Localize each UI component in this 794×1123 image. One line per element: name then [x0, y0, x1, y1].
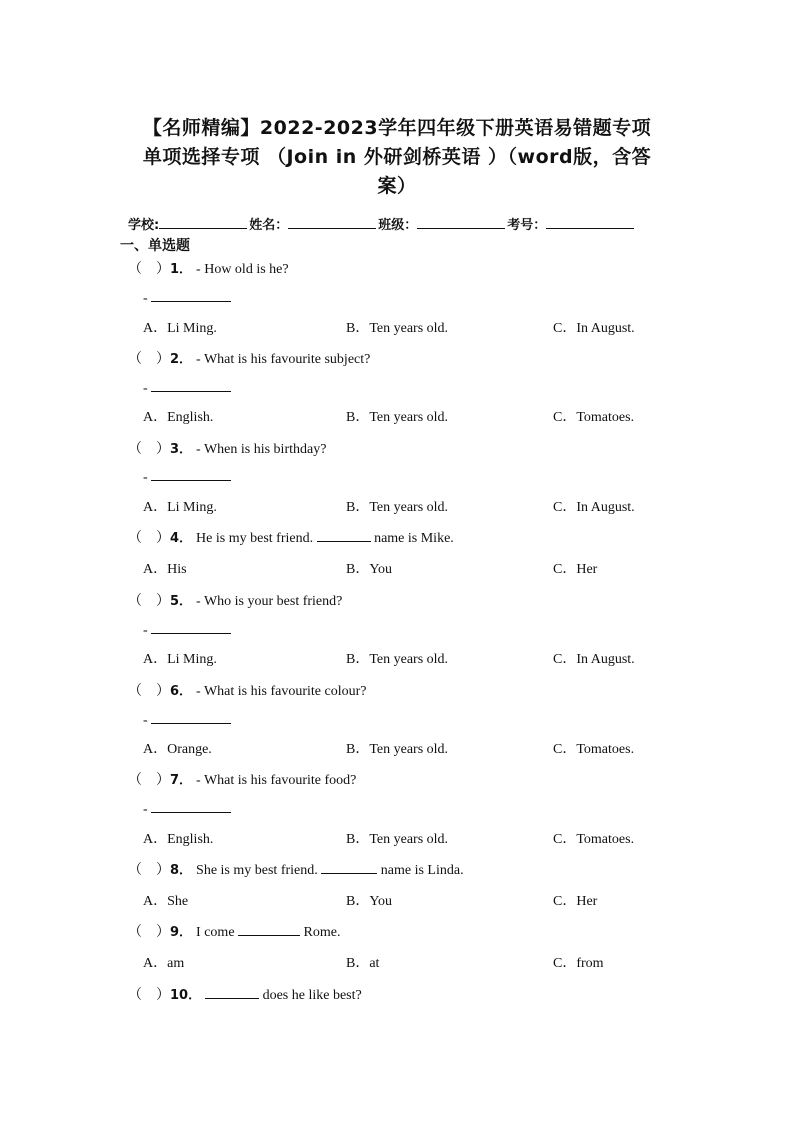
- question-text: I come: [196, 925, 235, 940]
- fill-blank[interactable]: [205, 985, 259, 999]
- exam-number-blank[interactable]: [546, 216, 634, 229]
- question-number: 7．: [170, 773, 193, 788]
- dash: -: [143, 381, 148, 396]
- question-number: 4．: [170, 531, 193, 546]
- question-text-after: Rome.: [303, 925, 341, 940]
- fill-blank[interactable]: [317, 528, 371, 542]
- answer-paren[interactable]: （ ）: [128, 531, 170, 546]
- answer-paren[interactable]: （ ）: [128, 262, 170, 277]
- answer-blank[interactable]: [151, 378, 231, 392]
- option-a[interactable]: A．His: [143, 562, 187, 577]
- answer-line: [143, 467, 231, 486]
- dash: -: [143, 470, 148, 485]
- answer-paren[interactable]: （ ）: [128, 863, 170, 878]
- answer-line: [143, 288, 231, 307]
- option-c[interactable]: C．In August.: [553, 500, 635, 515]
- name-blank[interactable]: [288, 216, 376, 229]
- question-10: [128, 984, 362, 1004]
- answer-paren[interactable]: （ ）: [128, 988, 170, 1003]
- option-b[interactable]: B．Ten years old.: [346, 652, 449, 667]
- section-heading: 一、单选题: [120, 238, 190, 254]
- student-info-row: [128, 214, 636, 233]
- question-number: 9．: [170, 925, 193, 940]
- dash: -: [143, 713, 148, 728]
- option-c[interactable]: C．In August.: [553, 321, 635, 336]
- question-number: 8．: [170, 863, 193, 878]
- name-label: 姓名：: [249, 218, 289, 233]
- question-text: - When is his birthday?: [196, 442, 327, 457]
- answer-paren[interactable]: （ ）: [128, 925, 170, 940]
- option-c[interactable]: C．from: [553, 956, 604, 971]
- question-2: [128, 348, 370, 368]
- answer-line: [143, 620, 231, 639]
- question-9: [128, 921, 340, 941]
- option-a[interactable]: A．Li Ming.: [143, 652, 217, 667]
- title-line-1: 【名师精编】2022-2023学年四年级下册英语易错题专项: [142, 117, 652, 139]
- option-b[interactable]: B．Ten years old.: [346, 321, 449, 336]
- question-text: - What is his favourite colour?: [196, 684, 367, 699]
- option-a[interactable]: A．Li Ming.: [143, 500, 217, 515]
- option-a[interactable]: A．Orange.: [143, 742, 212, 757]
- fill-blank[interactable]: [238, 922, 300, 936]
- dash: -: [143, 623, 148, 638]
- option-b[interactable]: B．Ten years old.: [346, 832, 449, 847]
- option-a[interactable]: A．Li Ming.: [143, 321, 217, 336]
- answer-paren[interactable]: （ ）: [128, 352, 170, 367]
- question-number: 3．: [170, 442, 193, 457]
- dash: -: [143, 802, 148, 817]
- class-blank[interactable]: [417, 216, 505, 229]
- question-number: 5．: [170, 594, 193, 609]
- option-c[interactable]: C．Tomatoes.: [553, 410, 635, 425]
- document-title: [110, 114, 684, 201]
- question-3: [128, 438, 326, 458]
- title-line-3: 案）: [377, 175, 417, 197]
- question-number: 2．: [170, 352, 193, 367]
- answer-blank[interactable]: [151, 288, 231, 302]
- school-label: 学校:: [128, 218, 160, 233]
- option-a[interactable]: A．am: [143, 956, 185, 971]
- answer-blank[interactable]: [151, 710, 231, 724]
- answer-paren[interactable]: （ ）: [128, 684, 170, 699]
- question-text: He is my best friend.: [196, 531, 314, 546]
- answer-paren[interactable]: （ ）: [128, 442, 170, 457]
- question-text: - Who is your best friend?: [196, 594, 343, 609]
- option-c[interactable]: C．Her: [553, 894, 598, 909]
- question-4: [128, 527, 454, 547]
- answer-blank[interactable]: [151, 620, 231, 634]
- question-text: - What is his favourite food?: [196, 773, 357, 788]
- option-b[interactable]: B．You: [346, 562, 393, 577]
- question-text-after: name is Mike.: [374, 531, 454, 546]
- option-b[interactable]: B．at: [346, 956, 380, 971]
- answer-blank[interactable]: [151, 467, 231, 481]
- exam-number-label: 考号：: [507, 218, 547, 233]
- question-7: [128, 769, 356, 789]
- question-text-after: name is Linda.: [380, 863, 464, 878]
- question-text: - What is his favourite subject?: [196, 352, 371, 367]
- answer-paren[interactable]: （ ）: [128, 594, 170, 609]
- school-blank[interactable]: [159, 216, 247, 229]
- option-a[interactable]: A．English.: [143, 832, 214, 847]
- option-c[interactable]: C．Her: [553, 562, 598, 577]
- answer-paren[interactable]: （ ）: [128, 773, 170, 788]
- fill-blank[interactable]: [321, 860, 377, 874]
- answer-line: [143, 378, 231, 397]
- answer-line: [143, 710, 231, 729]
- question-number: 1．: [170, 262, 193, 277]
- option-b[interactable]: B．Ten years old.: [346, 742, 449, 757]
- question-text-after: does he like best?: [262, 988, 362, 1003]
- option-c[interactable]: C．Tomatoes.: [553, 742, 635, 757]
- answer-line: [143, 799, 231, 818]
- question-text: - How old is he?: [196, 262, 289, 277]
- answer-blank[interactable]: [151, 799, 231, 813]
- question-number: 6．: [170, 684, 193, 699]
- title-line-2: 单项选择专项 （Join in 外研剑桥英语 ）（word版，含答: [142, 146, 652, 168]
- option-b[interactable]: B．You: [346, 894, 393, 909]
- question-number: 10．: [170, 988, 202, 1003]
- option-b[interactable]: B．Ten years old.: [346, 500, 449, 515]
- question-8: [128, 859, 464, 879]
- option-c[interactable]: C．In August.: [553, 652, 635, 667]
- option-a[interactable]: A．She: [143, 894, 189, 909]
- option-a[interactable]: A．English.: [143, 410, 214, 425]
- question-1: [128, 258, 289, 278]
- class-label: 班级：: [378, 218, 418, 233]
- question-6: [128, 680, 366, 700]
- question-5: [128, 590, 342, 610]
- question-text: She is my best friend.: [196, 863, 318, 878]
- option-b[interactable]: B．Ten years old.: [346, 410, 449, 425]
- dash: -: [143, 291, 148, 306]
- option-c[interactable]: C．Tomatoes.: [553, 832, 635, 847]
